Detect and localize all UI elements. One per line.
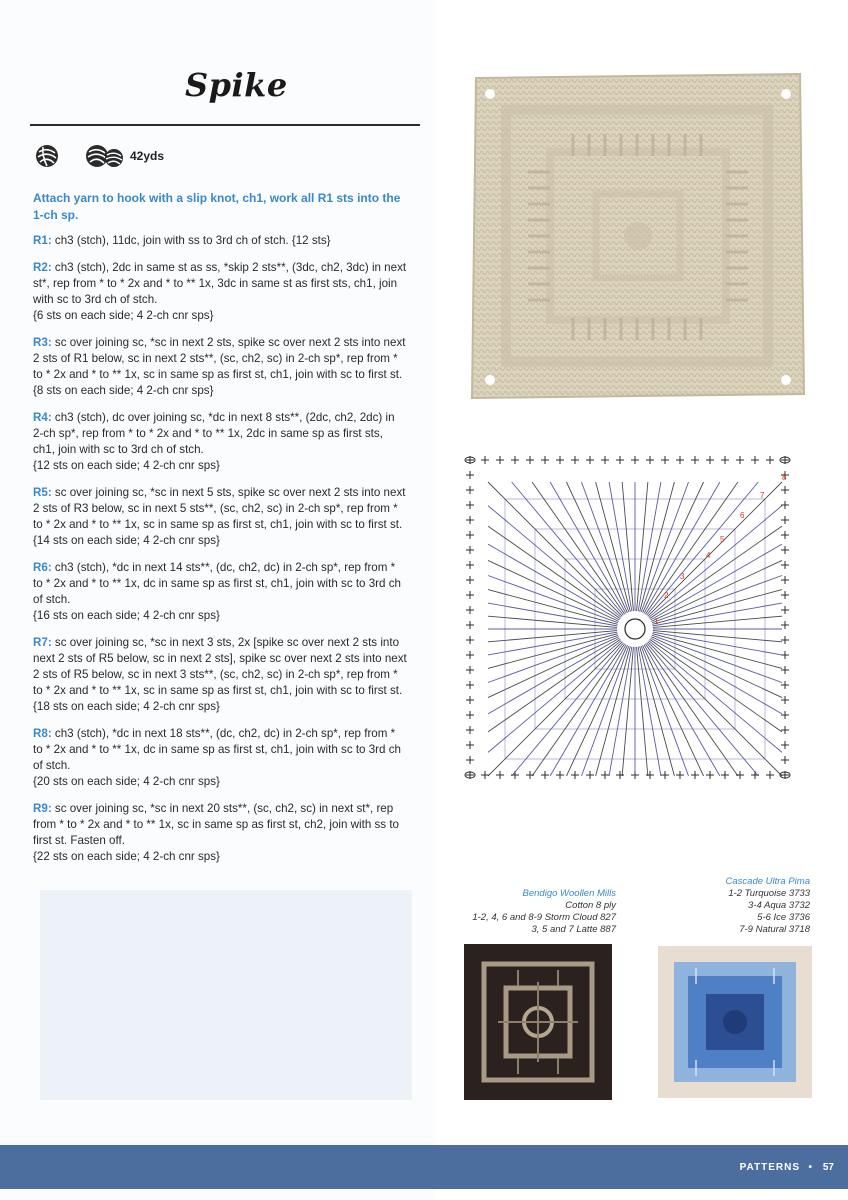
round-count: {8 sts on each side; 4 2-ch cnr sps} xyxy=(33,384,214,397)
chart-stitch xyxy=(512,643,624,776)
chart-stitch xyxy=(645,644,738,776)
chart-stitch xyxy=(550,482,626,613)
round-text: sc over joining sc, *sc in next 5 sts, spike sc over next 2 sts into next 2 sts of R3 below, sc in next 5 sts**, (sc, ch2, sc) in 2-ch sp*, rep from * to * 2x and * to ** 1x, sc in same sp as first st, ch1, join with sc to first st. xyxy=(33,486,406,531)
round-9 xyxy=(33,801,408,865)
chart-stitch xyxy=(488,526,620,619)
chart-stitch xyxy=(512,482,624,615)
chart-stitch xyxy=(651,560,782,621)
round-count: {20 sts on each side; 4 2-ch cnr sps} xyxy=(33,775,220,788)
chart-round-number: 3 xyxy=(680,572,685,581)
chart-stitch xyxy=(622,482,633,611)
chart-stitch xyxy=(648,642,782,776)
round-count: {14 sts on each side; 4 2-ch cnr sps} xyxy=(33,534,220,547)
chart-stitch xyxy=(488,638,619,714)
chart-stitch xyxy=(532,482,625,614)
chart-round-number: 2 xyxy=(664,591,669,600)
chart-stitch xyxy=(581,646,628,776)
chart-stitch xyxy=(488,544,619,620)
credit-bendigo-line4: 3, 5 and 7 Latte 887 xyxy=(531,924,616,935)
chart-stitch xyxy=(566,482,627,613)
page-number: 57 xyxy=(822,1162,834,1173)
panel-shade xyxy=(40,890,412,1100)
chart-stitch xyxy=(651,638,782,714)
credit-bendigo-line3: 1-2, 4, 6 and 8-9 Storm Cloud 827 xyxy=(472,912,616,923)
chart-stitch xyxy=(637,482,648,611)
chart-stitch xyxy=(644,482,720,613)
round-label: R1: xyxy=(33,234,52,247)
round-text: sc over joining sc, *sc in next 2 sts, spike sc over next 2 sts into next 2 sts of R1 below, sc in next 2 sts**, (sc, ch2, sc) in 2-ch sp*, rep from * to * 2x and * to ** 1x, sc in same sp as first st, ch1, join with sc to first st. xyxy=(33,336,406,381)
round-text: ch3 (stch), *dc in next 18 sts**, (dc, ch2, dc) in 2-ch sp*, rep from * to * 2x and * to ** 1x, dc in same sp as first st, ch1, join with sc to 3rd ch of stch. xyxy=(33,727,401,772)
chart-stitch xyxy=(652,575,782,622)
credit-bendigo-line2: Cotton 8 ply xyxy=(565,900,616,911)
round-count: {18 sts on each side; 4 2-ch cnr sps} xyxy=(33,700,220,713)
round-label: R7: xyxy=(33,636,52,649)
round-label: R2: xyxy=(33,261,52,274)
round-label: R4: xyxy=(33,411,52,424)
chart-stitch xyxy=(644,645,720,776)
round-count: {16 sts on each side; 4 2-ch cnr sps} xyxy=(33,609,220,622)
chart-round-number: 5 xyxy=(720,535,725,544)
chart-stitch xyxy=(652,634,782,669)
round-4 xyxy=(33,410,408,474)
credit-bendigo xyxy=(470,888,616,936)
chart-stitch xyxy=(488,639,620,732)
chart-round-number: 1 xyxy=(654,617,659,626)
round-count: {6 sts on each side; 4 2-ch cnr sps} xyxy=(33,309,214,322)
round-label: R3: xyxy=(33,336,52,349)
round-5 xyxy=(33,485,408,549)
chart-stitch xyxy=(653,616,782,627)
chart-stitch xyxy=(596,646,631,776)
chart-stitch xyxy=(643,482,704,613)
chart-stitch xyxy=(652,590,782,625)
round-6 xyxy=(33,560,408,624)
footer-section: PATTERNS xyxy=(739,1162,800,1173)
chart-stitch xyxy=(650,639,782,732)
chart-round-number: 7 xyxy=(760,491,765,500)
chart-stitch xyxy=(488,641,621,753)
chart-stitch xyxy=(488,616,617,627)
swatch-blue-photo xyxy=(656,944,814,1100)
chart-stitch xyxy=(637,647,648,776)
chart-stitch xyxy=(488,560,619,621)
chart-stitch xyxy=(596,482,631,612)
footer-separator: • xyxy=(808,1162,812,1173)
round-count: {22 sts on each side; 4 2-ch cnr sps} xyxy=(33,850,220,863)
chart-stitch xyxy=(488,634,618,669)
swatch-dark-photo xyxy=(462,942,614,1102)
footer-bar xyxy=(0,1145,848,1189)
chart-stitch xyxy=(622,647,633,776)
credit-cascade-line5: 7-9 Natural 3718 xyxy=(739,924,810,935)
round-label: R9: xyxy=(33,802,52,815)
credit-cascade-line4: 5-6 Ice 3736 xyxy=(757,912,810,923)
chart-stitch xyxy=(488,506,621,618)
chart-stitch xyxy=(653,631,782,642)
title-rule xyxy=(30,124,420,126)
round-7 xyxy=(33,635,408,715)
chart-stitch xyxy=(652,635,782,682)
chart-stitch xyxy=(649,506,782,618)
credit-cascade xyxy=(680,876,810,936)
chart-stitch xyxy=(641,646,688,776)
chart-stitch xyxy=(566,645,627,776)
round-label: R5: xyxy=(33,486,52,499)
chart-stitch xyxy=(651,544,782,620)
credit-cascade-line3: 3-4 Aqua 3732 xyxy=(748,900,810,911)
round-text: ch3 (stch), *dc in next 14 sts**, (dc, ch2, dc) in 2-ch sp*, rep from * to * 2x and * to ** 1x, dc in same sp as first st, ch1, join with sc to 3rd ch of stch. xyxy=(33,561,401,606)
round-8 xyxy=(33,726,408,790)
chart-stitch xyxy=(650,526,782,619)
instructions xyxy=(33,190,408,876)
chart-stitch xyxy=(488,482,622,616)
stitch-chart xyxy=(456,446,814,816)
chart-stitch xyxy=(550,645,626,776)
round-3 xyxy=(33,335,408,399)
credit-bendigo-brand: Bendigo Woollen Mills xyxy=(522,888,616,899)
chart-stitch xyxy=(488,590,618,625)
round-label: R6: xyxy=(33,561,52,574)
round-text: sc over joining sc, *sc in next 3 sts, 2x [spike sc over next 2 sts into next 2 sts of R5 below, sc in next 2 sts], spike sc over next 2 sts into next 2 sts of R5 below, sc in next 3 sts**, (sc, ch2, sc) in 2-ch sp*, rep from * to * 2x and * to ** 1x, sc in same sp as first st, ch1, join with sc to first st. xyxy=(33,636,407,697)
intro-text: Attach yarn to hook with a slip knot, ch1, work all R1 sts into the 1-ch sp. xyxy=(33,191,401,222)
round-label: R8: xyxy=(33,727,52,740)
chart-stitch xyxy=(640,482,675,612)
round-2 xyxy=(33,260,408,324)
chart-stitch xyxy=(649,641,782,753)
chart-stitch xyxy=(488,637,619,698)
round-1 xyxy=(33,233,408,249)
chart-stitch xyxy=(640,646,675,776)
chart-round-number: 4 xyxy=(706,551,711,560)
yardage-label: 42yds xyxy=(130,149,165,163)
chart-stitch xyxy=(488,631,617,642)
chart-stitch xyxy=(488,642,622,776)
two-yarn-balls-icon xyxy=(84,143,128,169)
chart-stitch xyxy=(581,482,628,612)
chart-stitch xyxy=(645,482,738,614)
chart-stitch xyxy=(532,644,625,776)
chart-stitch xyxy=(488,575,618,622)
chart-stitch xyxy=(643,645,704,776)
credit-cascade-brand: Cascade Ultra Pima xyxy=(725,876,810,887)
credit-cascade-line2: 1-2 Turquoise 3733 xyxy=(728,888,810,899)
yarn-ball-icon xyxy=(34,143,60,169)
round-text: sc over joining sc, *sc in next 20 sts**, (sc, ch2, sc) in next st*, rep from * to * 2x and * to ** 1x, sc in same sp as first st, ch2, join with ss to first st. Fasten off. xyxy=(33,802,399,847)
round-list xyxy=(33,233,408,865)
round-text: ch3 (stch), dc over joining sc, *dc in next 8 sts**, (2dc, ch2, 2dc) in 2-ch sp*, rep from * to * 2x and * to ** 1x, 2dc in same sp as first sts, ch1, join with sc to 3rd ch of stch. xyxy=(33,411,395,456)
chart-round-number: 6 xyxy=(740,511,745,520)
chart-stitch xyxy=(651,637,782,698)
chart-stitch xyxy=(488,635,618,682)
round-text: ch3 (stch), 2dc in same st as ss, *skip 2 sts**, (3dc, ch2, 3dc) in next st*, rep from * to * 2x and * to ** 1x, 3dc in same st as first sts, ch1, join with sc to 3rd ch of stch. xyxy=(33,261,407,306)
round-text: ch3 (stch), 11dc, join with ss to 3rd ch of stch. {12 sts} xyxy=(54,234,331,247)
main-swatch-photo xyxy=(468,72,808,402)
chart-round-number: 8 xyxy=(782,473,787,482)
chart-stitch xyxy=(647,643,759,776)
pattern-title: Spike xyxy=(185,66,288,104)
chart-center-ring xyxy=(625,619,645,639)
round-count: {12 sts on each side; 4 2-ch cnr sps} xyxy=(33,459,220,472)
